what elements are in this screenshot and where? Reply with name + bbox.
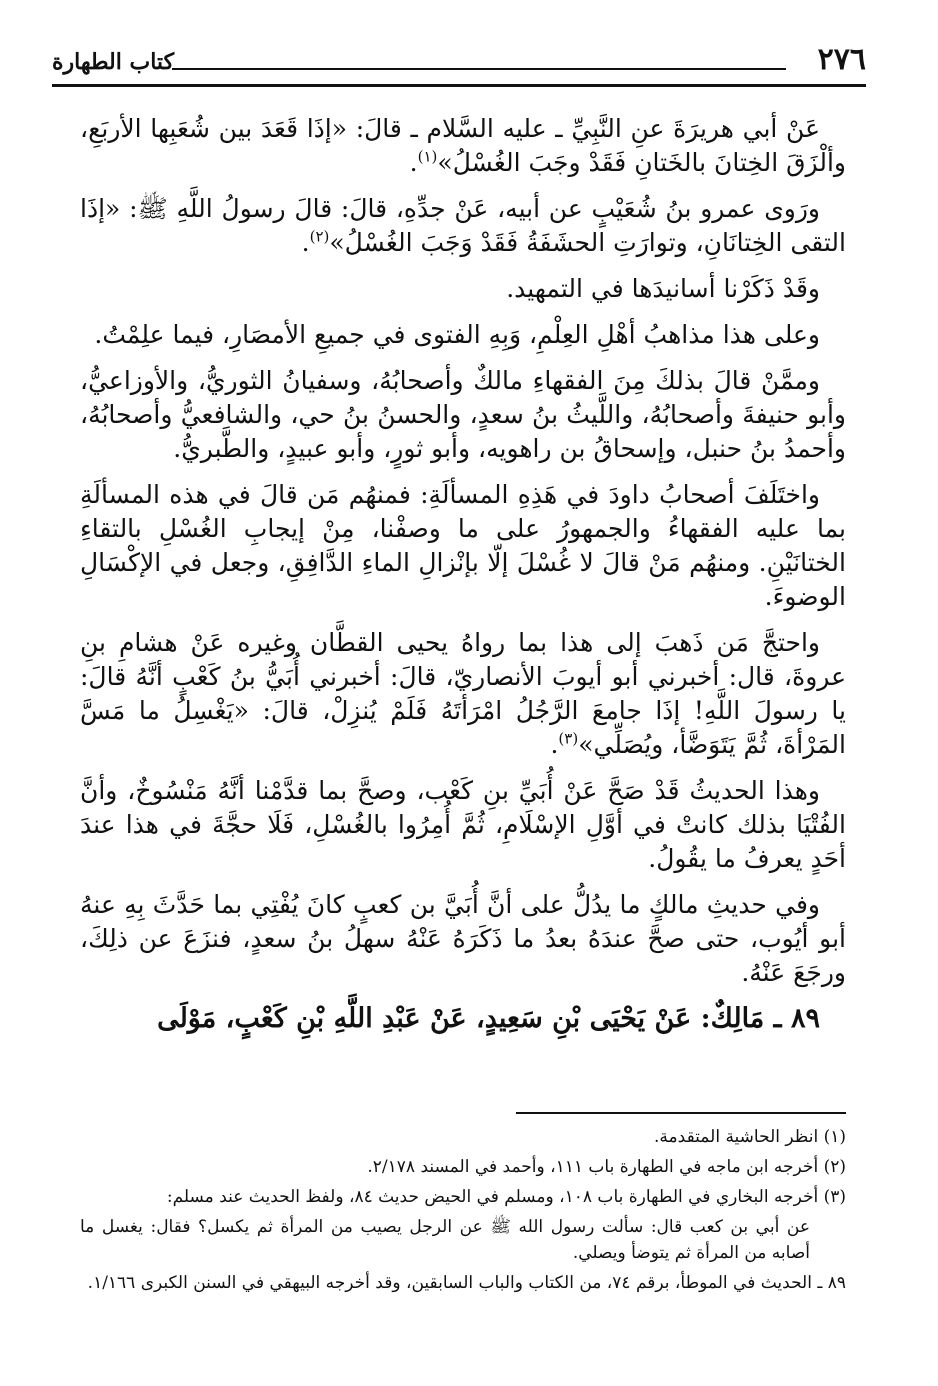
page-header bbox=[52, 40, 866, 87]
header-rule bbox=[172, 68, 786, 70]
footnote-continuation: عن أبي بن كعب قال: سألت رسول الله ﷺ عن الرجل يصيب من المرأة ثم يكسل؟ فقال: يغسل ما أصابه من المرأة ثم يتوضأ ويصلي. bbox=[80, 1217, 810, 1263]
footnote-ref: (٣) bbox=[558, 729, 579, 748]
page-number: ٢٧٦ bbox=[817, 42, 866, 77]
paragraph: وقَدْ ذَكَرْنا أسانيدَها في التمهيد. bbox=[506, 274, 820, 303]
footnote-ref: (١) bbox=[417, 147, 438, 166]
footnote-divider bbox=[516, 1112, 846, 1114]
paragraph: وممَّنْ قالَ بذلكَ مِنَ الفقهاءِ مالكٌ وأصحابُهُ، وسفيانُ الثوريُّ، والأوزاعيُّ، وأبو حنيفةَ وأصحابُهُ، واللَّيثُ بنُ سعدٍ، والحسنُ بنُ حي، والشافعيُّ وأصحابُهُ، وأحمدُ بنُ حنبل، وإسحاقُ بن راهويه، وأبو ثورٍ، وأبو عبيدٍ، والطَّبريُّ. bbox=[80, 366, 846, 463]
footnotes bbox=[80, 1124, 846, 1300]
footnote-ref: (٢) bbox=[309, 227, 330, 246]
paragraph: واختَلَفَ أصحابُ داودَ في هَذِهِ المسألَةِ: فمنهُم مَن قالَ في هذه المسألَةِ بما عليه الفقهاءُ والجمهورُ على ما وصفْنا، مِنْ إيجابِ الغُسْلِ بالتقاءِ الختانَيْنِ. ومنهُم مَنْ قالَ لا غُسْلَ إلّا بإنْزالِ الماءِ الدَّافِقِ، وجعل في الإكْسَالِ الوضوءَ. bbox=[80, 480, 846, 611]
footnote: (٢) أخرجه ابن ماجه في الطهارة باب ١١١، وأحمد في المسند ٢/١٧٨. bbox=[367, 1157, 846, 1177]
paragraph: عَنْ أبي هريرَةَ عنِ النَّبِيِّ ـ عليه السَّلام ـ قالَ: «إذَا قَعَدَ بين شُعَبِها الأربَعِ، وألْزَقَ الخِتانَ بالخَتانِ فَقَدْ وجَبَ الغُسْلُ»$^{(١)}$. bbox=[80, 114, 846, 177]
book-title: كتاب الطهارة bbox=[52, 49, 175, 75]
hadith-heading: ٨٩ ـ مَالِكٌ: عَنْ يَحْيَى بْنِ سَعِيدٍ، عَنْ عَبْدِ اللَّهِ بْنِ كَعْبٍ، مَوْلَى bbox=[157, 1003, 820, 1034]
main-text bbox=[80, 112, 846, 1048]
paragraph: وفي حديثِ مالكٍ ما يدُلُّ على أنَّ أُبَيَّ بن كعبٍ كانَ يُفْتِي بما حَدَّثَ بِهِ عنهُ أبو أيُوب، حتى صحَّ عندَهُ بعدُ ما ذَكَرَهُ عَنْهُ سهلُ بنُ سعدٍ، فنزَعَ عن ذلِكَ، ورجَعَ عَنْهُ. bbox=[80, 890, 846, 987]
paragraph: ورَوى عمرو بنُ شُعَيْبٍ عن أبيه، عَنْ جدِّهِ، قالَ: قالَ رسولُ اللَّهِ ﷺ: «إذَا التقى الخِتانَانِ، وتوارَتِ الحشَفَةُ فَقَدْ وَجَبَ الغُسْلُ»$^{(٢)}$. bbox=[80, 194, 846, 257]
paragraph: واحتجَّ مَن ذَهبَ إلى هذا بما رواهُ يحيى القطَّان وغيره عَنْ هشامِ بنِ عروةَ، قال: أخبرني أبو أيوبَ الأنصاريّ، قالَ: أخبرني أُبَيُّ بنُ كَعْبٍ أنَّهُ قالَ: يا رسولَ اللَّهِ! إذَا جامعَ الرَّجُلُ امْرَأتَهُ فَلَمْ يُنزِلْ، قالَ: «يَغْسِلُ ما مَسَّ المَرْأةَ، ثُمَّ يَتَوَضَّأ، ويُصَلِّي»$^{(٣)}$. bbox=[80, 628, 846, 759]
paragraph: وعلى هذا مذاهبُ أهْلِ العِلْمِ، وَبِهِ الفتوى في جميعِ الأمصَارِ، فيما علِمْتُ. bbox=[94, 320, 820, 349]
paragraph: وهذا الحديثُ قَدْ صَحَّ عَنْ أُبَيِّ بنِ كَعْب، وصحَّ بما قدَّمْنا أنَّهُ مَنْسُوخٌ، وأنَّ الفُتْيَا بذلك كانتْ في أوَّلِ الإسْلَامِ، ثُمَّ أُمِرُوا بالغُسْلِ، فَلَا حجَّةَ في هذا عندَ أحَدٍ يعرفُ ما يقُولُ. bbox=[80, 776, 846, 873]
footnote: (٣) أخرجه البخاري في الطهارة باب ١٠٨، ومسلم في الحيض حديث ٨٤، ولفظ الحديث عند مسلم: bbox=[166, 1187, 846, 1207]
footnote: (١) انظر الحاشية المتقدمة. bbox=[654, 1127, 846, 1147]
footnote: ٨٩ ـ الحديث في الموطأ، برقم ٧٤، من الكتاب والباب السابقين، وقد أخرجه البيهقي في السنن الكبرى ١/١٦٦. bbox=[87, 1273, 846, 1293]
